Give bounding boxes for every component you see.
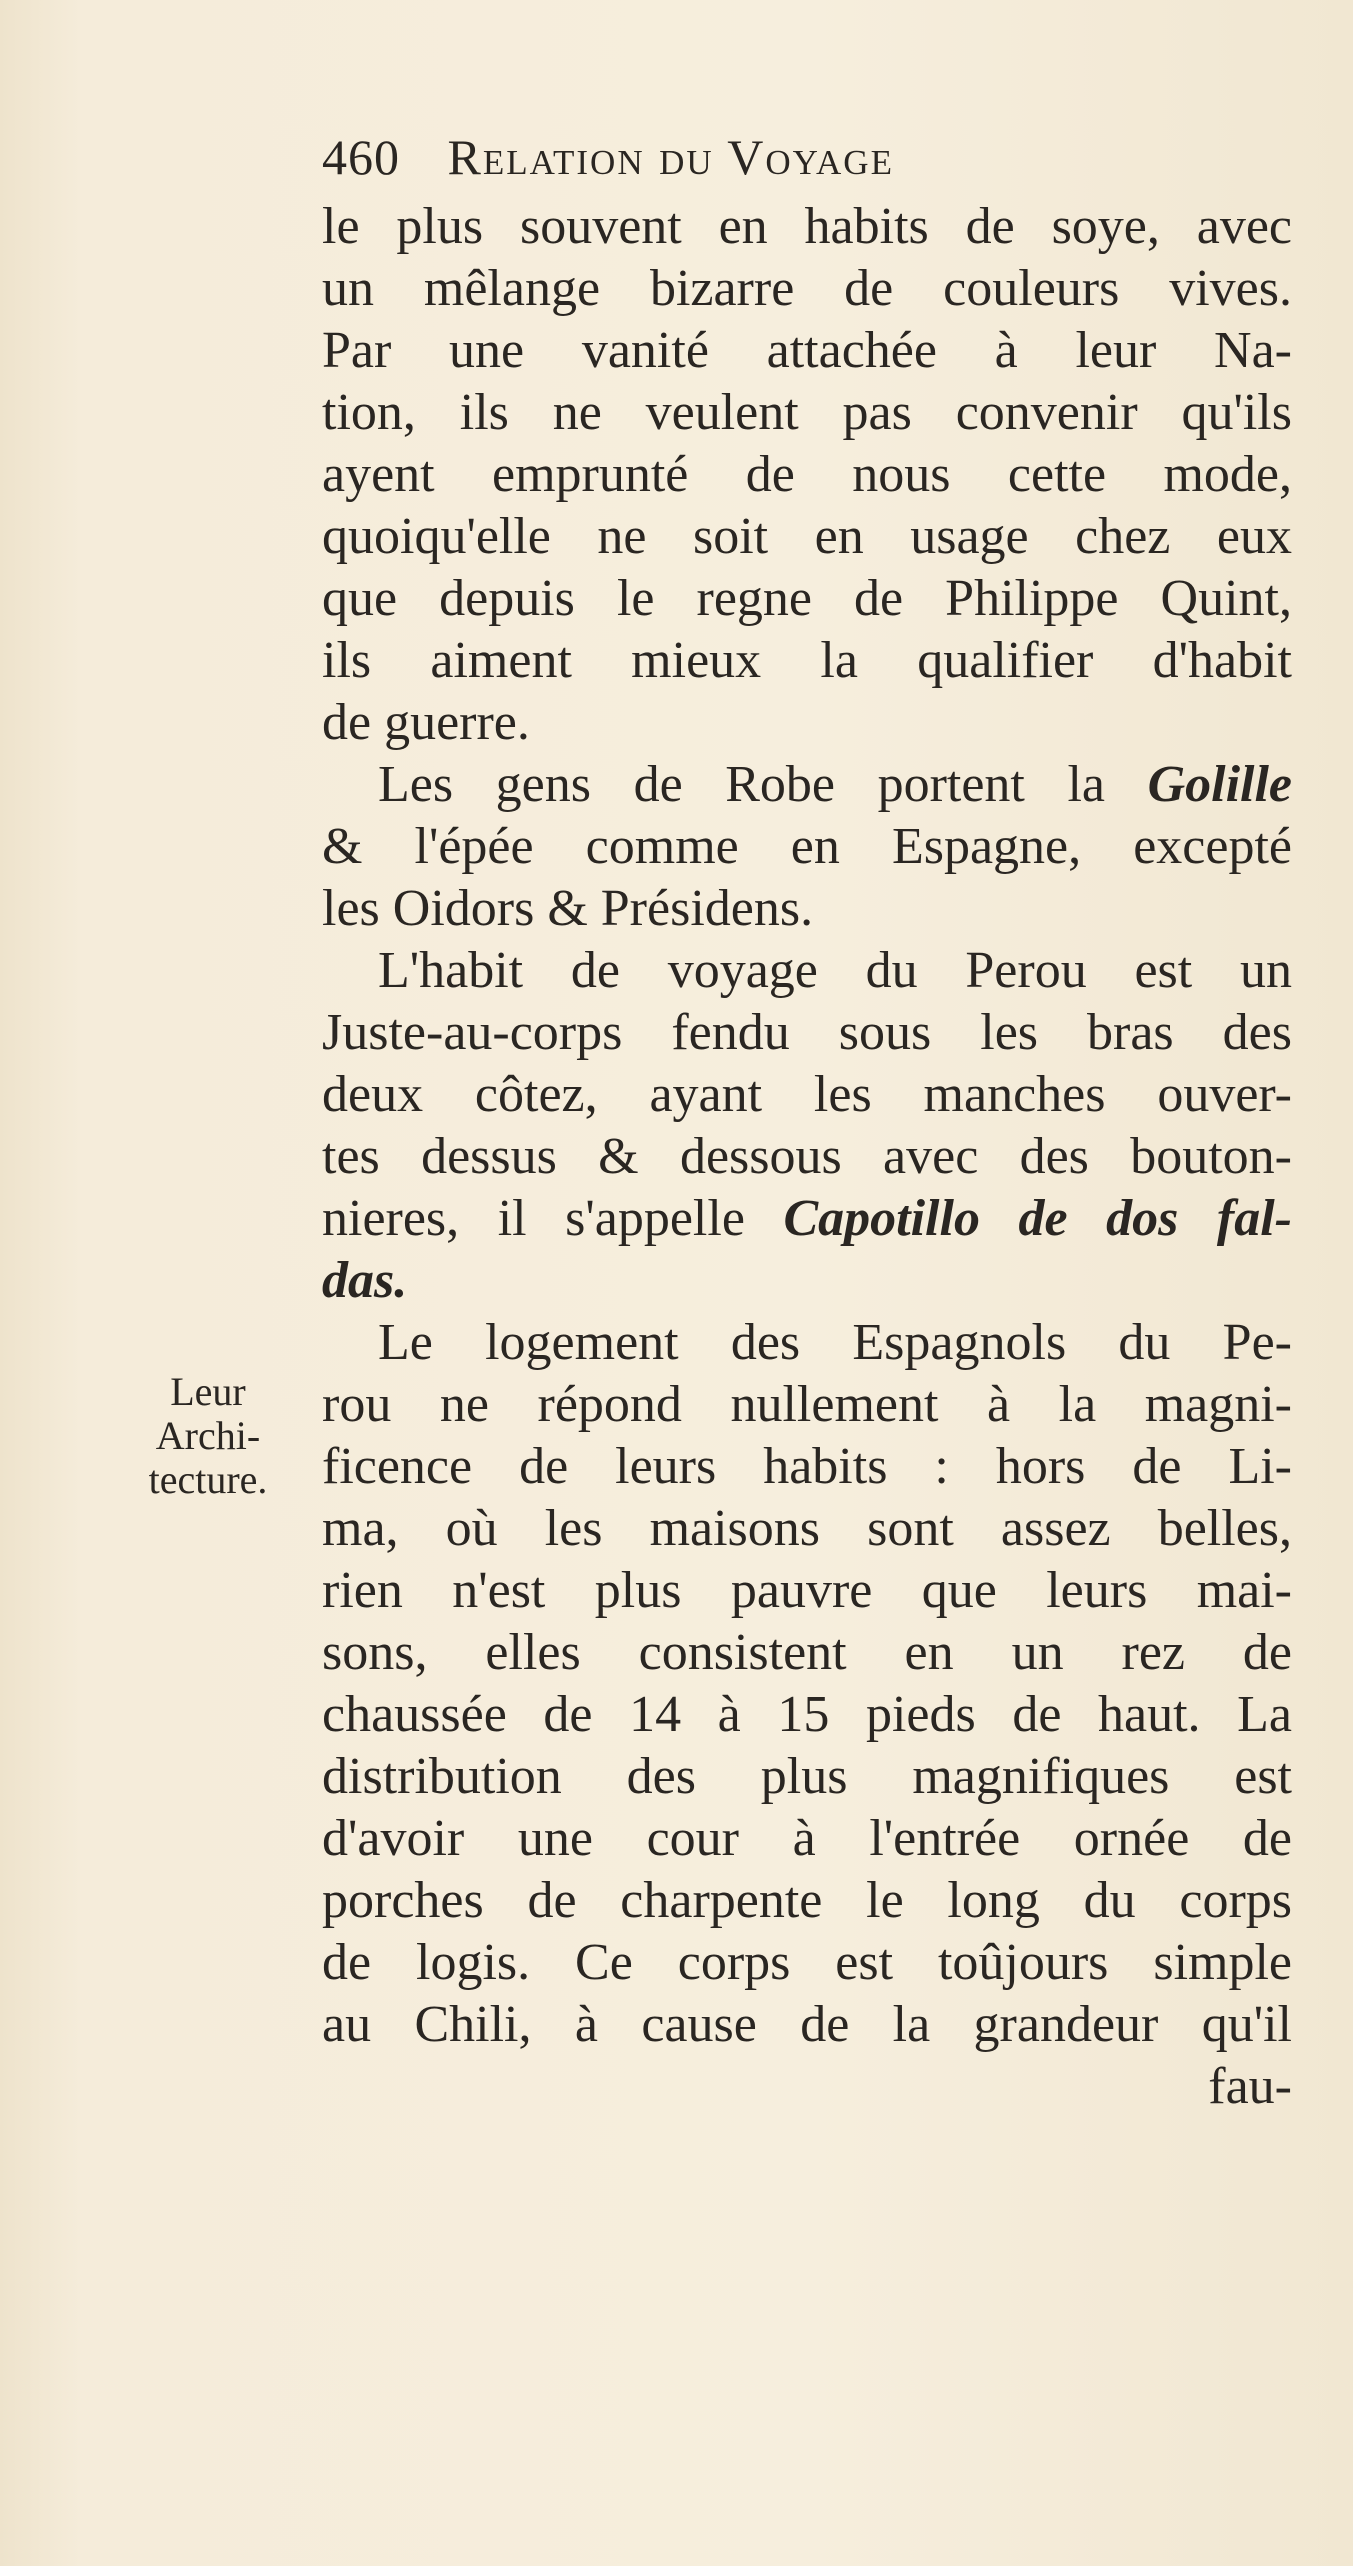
text-line: d'avoir une cour à l'entrée ornée de: [322, 1810, 1292, 1867]
paragraph-start: Les gens de Robe portent la Golille: [378, 756, 1292, 813]
text-line: de logis. Ce corps est toûjours simple: [322, 1934, 1292, 1991]
catchword: fau-: [1208, 2058, 1292, 2115]
italic-term: das.: [322, 1252, 408, 1309]
text-line: rien n'est plus pauvre que leurs mai-: [322, 1562, 1292, 1619]
text-line: [322, 1250, 1292, 1312]
italic-term: Capotillo de dos fal-: [783, 1190, 1293, 1247]
paragraph-start: L'habit de voyage du Perou est un: [378, 942, 1292, 999]
text-line: rou ne répond nullement à la magni-: [322, 1376, 1292, 1433]
text-line: quoiqu'elle ne soit en usage chez eux: [322, 508, 1292, 565]
text-line: que depuis le regne de Philippe Quint,: [322, 570, 1292, 627]
text-line: ficence de leurs habits : hors de Li-: [322, 1438, 1292, 1495]
paragraph-start: Le logement des Espagnols du Pe-: [378, 1314, 1292, 1371]
running-header: [322, 128, 1272, 192]
body-text: [322, 196, 1292, 2118]
running-title: Relation du Voyage: [447, 129, 894, 185]
text-line: deux côtez, ayant les manches ouver-: [322, 1066, 1292, 1123]
page-number: 460: [322, 129, 400, 185]
text-line: Juste-au-corps fendu sous les bras des: [322, 1004, 1292, 1061]
text-line: un mêlange bizarre de couleurs vives.: [322, 260, 1292, 317]
text-line: ma, où les maisons sont assez belles,: [322, 1500, 1292, 1557]
text-line: ayent emprunté de nous cette mode,: [322, 446, 1292, 503]
margin-note-line: Archi-: [155, 1413, 261, 1458]
margin-note-line: Leur: [170, 1369, 246, 1414]
text-line: porches de charpente le long du corps: [322, 1872, 1292, 1929]
margin-note-line: tecture.: [148, 1457, 268, 1502]
text-line: sons, elles consistent en un rez de: [322, 1624, 1292, 1681]
text-line: les Oidors & Présidens.: [322, 880, 814, 937]
margin-note: [118, 1370, 298, 1502]
text-line: au Chili, à cause de la grandeur qu'il: [322, 1996, 1292, 2053]
text-line: chaussée de 14 à 15 pieds de haut. La: [322, 1686, 1292, 1743]
text-line: tion, ils ne veulent pas convenir qu'ils: [322, 384, 1292, 441]
text-line: ils aiment mieux la qualifier d'habit: [322, 632, 1292, 689]
text-line: Par une vanité attachée à leur Na-: [322, 322, 1292, 379]
text-line: nieres, il s'appelle Capotillo de dos fal-: [322, 1190, 1293, 1247]
text-line: de guerre.: [322, 694, 530, 751]
text-line: & l'épée comme en Espagne, excepté: [322, 818, 1292, 875]
text-line: tes dessus & dessous avec des bouton-: [322, 1128, 1292, 1185]
text-line: distribution des plus magnifiques est: [322, 1748, 1292, 1805]
text-line: le plus souvent en habits de soye, avec: [322, 198, 1292, 255]
italic-term: Golille: [1147, 756, 1292, 813]
